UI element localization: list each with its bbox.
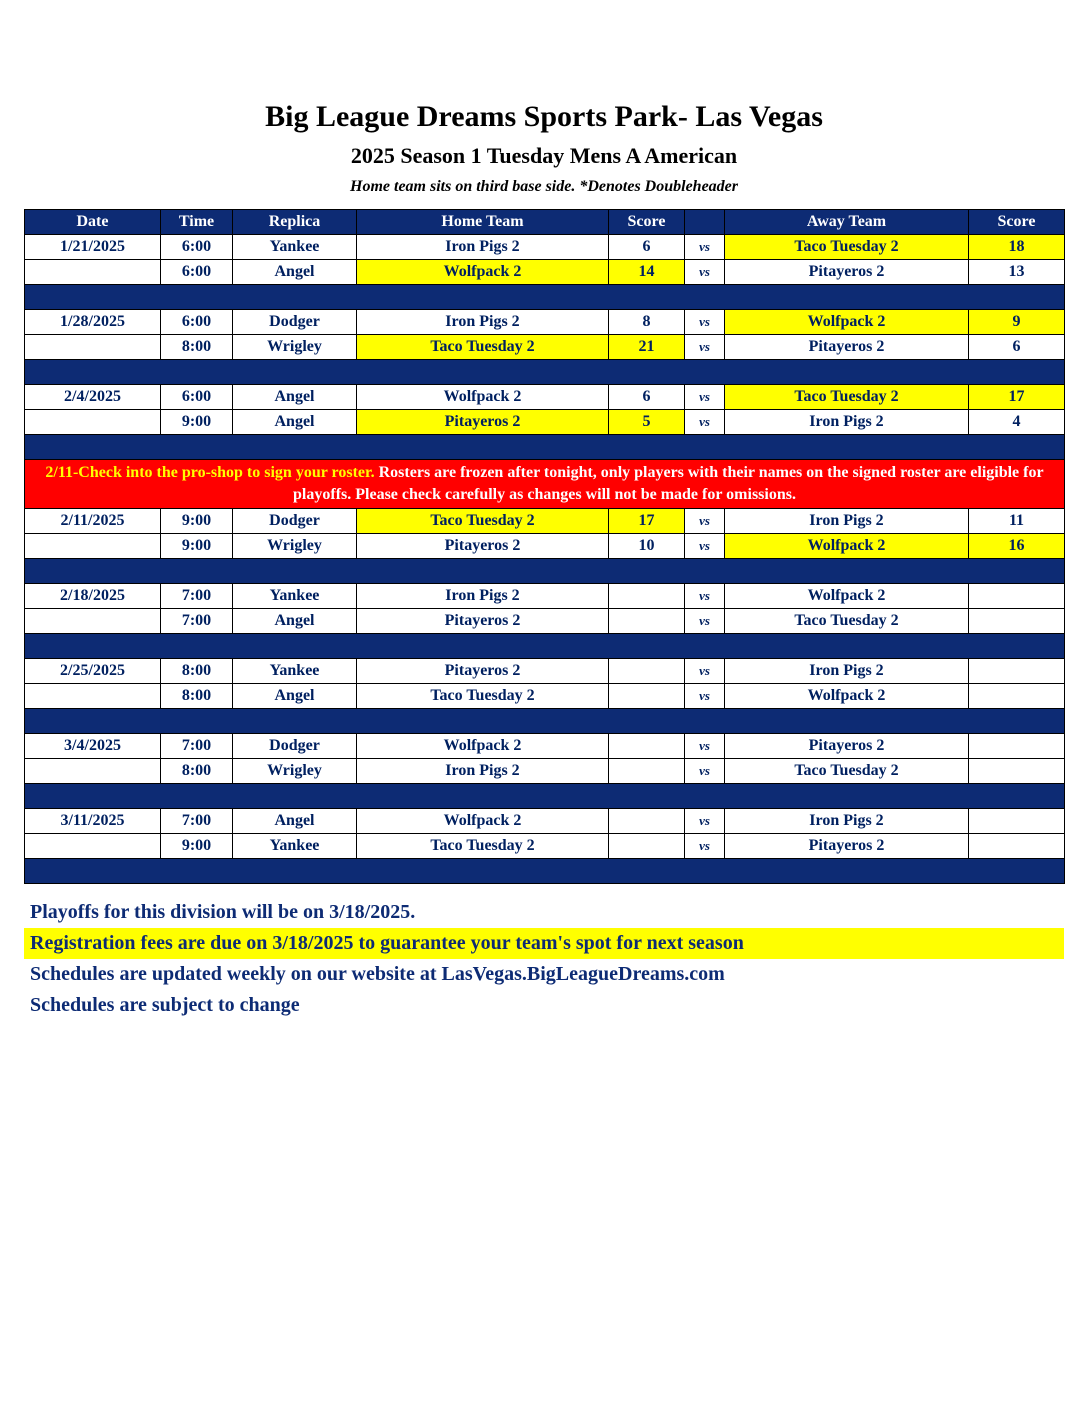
vs-cell: vs [685,235,725,260]
home-team-cell: Taco Tuesday 2 [357,684,609,709]
replica-cell: Angel [233,385,357,410]
replica-cell: Dodger [233,734,357,759]
time-cell: 7:00 [161,809,233,834]
away-score-cell [969,809,1065,834]
home-team-cell: Wolfpack 2 [357,809,609,834]
date-cell [25,834,161,859]
away-score-cell: 4 [969,410,1065,435]
game-row [25,659,1065,684]
game-row [25,310,1065,335]
date-cell [25,609,161,634]
separator-row [25,285,1065,310]
col-header-away-team: Away Team [725,210,969,235]
date-cell [25,335,161,360]
away-team-cell: Taco Tuesday 2 [725,385,969,410]
time-cell: 6:00 [161,310,233,335]
replica-cell: Dodger [233,310,357,335]
game-row [25,335,1065,360]
away-score-cell [969,609,1065,634]
away-team-cell: Pitayeros 2 [725,260,969,285]
vs-cell: vs [685,609,725,634]
home-score-cell [609,834,685,859]
replica-cell: Angel [233,410,357,435]
roster-announcement-row [25,460,1065,509]
replica-cell: Wrigley [233,335,357,360]
away-score-cell [969,834,1065,859]
home-team-cell: Iron Pigs 2 [357,310,609,335]
replica-cell: Angel [233,260,357,285]
away-score-cell: 17 [969,385,1065,410]
away-score-cell [969,734,1065,759]
col-header-time: Time [161,210,233,235]
home-score-cell: 21 [609,335,685,360]
vs-cell: vs [685,584,725,609]
time-cell: 6:00 [161,260,233,285]
game-row [25,509,1065,534]
game-row [25,684,1065,709]
date-cell [25,759,161,784]
time-cell: 9:00 [161,410,233,435]
home-score-cell [609,609,685,634]
date-cell: 2/4/2025 [25,385,161,410]
home-score-cell [609,809,685,834]
vs-cell: vs [685,335,725,360]
game-row [25,260,1065,285]
time-cell: 8:00 [161,335,233,360]
home-score-cell [609,759,685,784]
away-score-cell: 9 [969,310,1065,335]
separator-band [25,285,1065,310]
time-cell: 6:00 [161,385,233,410]
away-score-cell: 16 [969,534,1065,559]
game-row [25,235,1065,260]
separator-row [25,559,1065,584]
home-team-cell: Iron Pigs 2 [357,759,609,784]
away-team-cell: Iron Pigs 2 [725,410,969,435]
home-team-cell: Taco Tuesday 2 [357,509,609,534]
home-team-cell: Wolfpack 2 [357,734,609,759]
game-row [25,809,1065,834]
separator-row [25,859,1065,884]
separator-row [25,634,1065,659]
replica-cell: Dodger [233,509,357,534]
schedule-table [24,209,1065,884]
game-row [25,584,1065,609]
vs-cell: vs [685,385,725,410]
vs-cell: vs [685,260,725,285]
separator-band [25,559,1065,584]
page-note: Home team sits on third base side. *Denotes Doubleheader [350,178,738,195]
replica-cell: Wrigley [233,759,357,784]
game-row [25,534,1065,559]
date-cell [25,534,161,559]
col-header-vs [685,210,725,235]
time-cell: 9:00 [161,534,233,559]
time-cell: 8:00 [161,759,233,784]
away-score-cell: 13 [969,260,1065,285]
home-team-cell: Pitayeros 2 [357,659,609,684]
date-cell: 1/28/2025 [25,310,161,335]
away-score-cell: 6 [969,335,1065,360]
col-header-away-score: Score [969,210,1065,235]
vs-cell: vs [685,809,725,834]
away-team-cell: Taco Tuesday 2 [725,235,969,260]
time-cell: 8:00 [161,659,233,684]
vs-cell: vs [685,734,725,759]
vs-cell: vs [685,509,725,534]
page-title: Big League Dreams Sports Park- Las Vegas [265,100,823,133]
time-cell: 8:00 [161,684,233,709]
home-team-cell: Iron Pigs 2 [357,235,609,260]
away-team-cell: Iron Pigs 2 [725,659,969,684]
roster-announcement [25,460,1065,509]
home-team-cell: Wolfpack 2 [357,385,609,410]
col-header-replica: Replica [233,210,357,235]
replica-cell: Yankee [233,235,357,260]
replica-cell: Angel [233,609,357,634]
home-score-cell: 6 [609,235,685,260]
home-team-cell: Wolfpack 2 [357,260,609,285]
game-row [25,410,1065,435]
subject-to-change-note: Schedules are subject to change [30,994,300,1017]
schedule-page [24,0,1064,1021]
separator-row [25,709,1065,734]
away-team-cell: Wolfpack 2 [725,584,969,609]
date-cell: 2/18/2025 [25,584,161,609]
separator-band [25,859,1065,884]
away-score-cell [969,684,1065,709]
date-cell [25,260,161,285]
home-score-cell [609,659,685,684]
replica-cell: Angel [233,684,357,709]
away-team-cell: Iron Pigs 2 [725,809,969,834]
home-team-cell: Iron Pigs 2 [357,584,609,609]
date-cell: 2/11/2025 [25,509,161,534]
home-score-cell [609,684,685,709]
date-cell [25,684,161,709]
game-row [25,759,1065,784]
away-team-cell: Wolfpack 2 [725,310,969,335]
home-score-cell [609,584,685,609]
home-score-cell: 14 [609,260,685,285]
home-team-cell: Taco Tuesday 2 [357,335,609,360]
announcement-text: Rosters are frozen after tonight, only players with their names on the signed roster are eligible for playoffs. Please check carefully as changes will not be made for omissions. [293,464,1044,504]
date-cell: 2/25/2025 [25,659,161,684]
date-cell: 1/21/2025 [25,235,161,260]
away-score-cell: 18 [969,235,1065,260]
away-team-cell: Pitayeros 2 [725,834,969,859]
time-cell: 9:00 [161,834,233,859]
date-cell: 3/11/2025 [25,809,161,834]
home-score-cell: 6 [609,385,685,410]
away-team-cell: Taco Tuesday 2 [725,609,969,634]
home-team-cell: Taco Tuesday 2 [357,834,609,859]
date-cell: 3/4/2025 [25,734,161,759]
game-row [25,609,1065,634]
away-team-cell: Pitayeros 2 [725,335,969,360]
home-team-cell: Pitayeros 2 [357,534,609,559]
home-score-cell: 17 [609,509,685,534]
announcement-highlight: 2/11-Check into the pro-shop to sign your roster. [45,464,375,481]
time-cell: 9:00 [161,509,233,534]
game-row [25,734,1065,759]
replica-cell: Angel [233,809,357,834]
replica-cell: Yankee [233,584,357,609]
time-cell: 7:00 [161,734,233,759]
separator-band [25,360,1065,385]
home-team-cell: Pitayeros 2 [357,410,609,435]
vs-cell: vs [685,310,725,335]
home-team-cell: Pitayeros 2 [357,609,609,634]
replica-cell: Wrigley [233,534,357,559]
vs-cell: vs [685,410,725,435]
registration-note: Registration fees are due on 3/18/2025 to guarantee your team's spot for next season [24,928,1064,959]
away-score-cell: 11 [969,509,1065,534]
col-header-home-team: Home Team [357,210,609,235]
separator-band [25,784,1065,809]
replica-cell: Yankee [233,659,357,684]
home-score-cell [609,734,685,759]
away-team-cell: Iron Pigs 2 [725,509,969,534]
col-header-date: Date [25,210,161,235]
away-team-cell: Taco Tuesday 2 [725,759,969,784]
playoffs-note: Playoffs for this division will be on 3/18/2025. [30,901,416,924]
away-team-cell: Wolfpack 2 [725,684,969,709]
home-score-cell: 10 [609,534,685,559]
separator-row [25,435,1065,460]
vs-cell: vs [685,659,725,684]
separator-row [25,784,1065,809]
away-score-cell [969,584,1065,609]
separator-band [25,634,1065,659]
separator-band [25,709,1065,734]
game-row [25,385,1065,410]
replica-cell: Yankee [233,834,357,859]
separator-row [25,360,1065,385]
away-team-cell: Wolfpack 2 [725,534,969,559]
separator-band [25,435,1065,460]
vs-cell: vs [685,834,725,859]
table-header-row [25,210,1065,235]
home-score-cell: 5 [609,410,685,435]
time-cell: 7:00 [161,584,233,609]
time-cell: 6:00 [161,235,233,260]
time-cell: 7:00 [161,609,233,634]
col-header-home-score: Score [609,210,685,235]
vs-cell: vs [685,759,725,784]
date-cell [25,410,161,435]
away-score-cell [969,659,1065,684]
website-note: Schedules are updated weekly on our website at LasVegas.BigLeagueDreams.com [30,963,725,986]
page-subtitle: 2025 Season 1 Tuesday Mens A American [350,143,738,168]
footer-notes [24,897,1064,1021]
vs-cell: vs [685,684,725,709]
game-row [25,834,1065,859]
vs-cell: vs [685,534,725,559]
away-team-cell: Pitayeros 2 [725,734,969,759]
away-score-cell [969,759,1065,784]
home-score-cell: 8 [609,310,685,335]
